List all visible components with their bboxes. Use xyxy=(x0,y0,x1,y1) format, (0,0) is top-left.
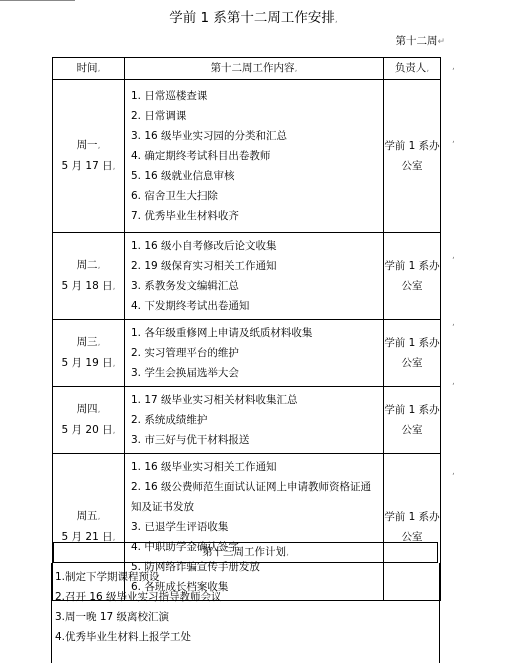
owner-cell: 学前 1 系办公室 xyxy=(384,454,441,601)
plan-item: 3.周一晚 17 级离校汇演 xyxy=(55,611,170,623)
list-item: 7. 优秀毕业生材料收齐 xyxy=(131,210,239,222)
owner-cell: 学前 1 系办公室 xyxy=(384,233,441,320)
owner-cell: 学前 1 系办公室 xyxy=(384,387,441,454)
content-cell xyxy=(125,387,384,454)
list-item: 1. 16 级小自考修改后论文收集 xyxy=(131,240,277,252)
list-item: 3. 已退学生评语收集 xyxy=(131,521,229,533)
list-item: 3. 16 级毕业实习园的分类和汇总 xyxy=(131,130,288,142)
content-cell xyxy=(125,320,384,387)
plan-item: 2.召开 16 级毕业实习指导教师会议 xyxy=(55,591,222,603)
table-header-row xyxy=(53,58,441,80)
list-item: 1. 17 级毕业实习相关材料收集汇总 xyxy=(131,394,298,406)
list-item: 5. 防网络诈骗宣传手册发放 xyxy=(131,561,260,573)
row-end-mark: , xyxy=(452,467,455,477)
list-item: 2. 实习管理平台的维护 xyxy=(131,347,239,359)
row-end-mark: , xyxy=(452,62,455,72)
day-cell: 周二, 5 月 18 日, xyxy=(53,233,125,320)
day-cell: 周五, 5 月 21 日, xyxy=(53,454,125,601)
list-item: 5. 16 级就业信息审核 xyxy=(131,170,235,182)
list-item: 2. 日常调课 xyxy=(131,110,187,122)
row-end-mark: , xyxy=(452,251,455,261)
plan-item: 4.优秀毕业生材料上报学工处 xyxy=(55,631,192,643)
plan-item: 1.制定下学期课程预设 xyxy=(55,571,160,583)
list-item: 2. 19 级保育实习相关工作通知 xyxy=(131,260,277,272)
day-cell: 周三, 5 月 19 日, xyxy=(53,320,125,387)
header-time: 时间, xyxy=(53,58,125,80)
list-item: 1. 16 级毕业实习相关工作通知 xyxy=(131,461,277,473)
list-item: 6. 各班成长档案收集 xyxy=(131,581,229,593)
table-row xyxy=(53,387,441,454)
plan-list xyxy=(51,563,440,663)
table-row xyxy=(53,233,441,320)
table-row xyxy=(53,320,441,387)
list-item: 4. 下发期终考试出卷通知 xyxy=(131,300,250,312)
day-cell: 周一, 5 月 17 日, xyxy=(53,80,125,233)
row-end-mark: , xyxy=(452,135,455,145)
list-item: 3. 学生会换届选举大会 xyxy=(131,367,239,379)
table-row xyxy=(53,80,441,233)
list-item: 4. 确定期终考试科目出卷教师 xyxy=(131,150,271,162)
list-item: 4. 中职助学金确认签字 xyxy=(131,541,239,553)
list-item: 2. 系统成绩维护 xyxy=(131,414,208,426)
row-end-mark: , xyxy=(452,318,455,328)
list-item: 3. 市三好与优干材料报送 xyxy=(131,434,250,446)
owner-cell: 学前 1 系办公室 xyxy=(384,80,441,233)
row-end-mark: , xyxy=(452,377,455,387)
list-item: 3. 系教务发文编辑汇总 xyxy=(131,280,239,292)
list-item: 2. 16 级公费师范生面试认证网上申请教师资格证通知及证书发放 xyxy=(131,481,372,513)
content-cell xyxy=(125,80,384,233)
header-content: 第十二周工作内容, xyxy=(125,58,384,80)
list-item: 6. 宿舍卫生大扫除 xyxy=(131,190,218,202)
plan-title: 第十三周工作计划, xyxy=(53,542,438,563)
header-owner: 负责人, xyxy=(384,58,441,80)
day-cell: 周四, 5 月 20 日, xyxy=(53,387,125,454)
next-week-plan xyxy=(51,542,440,663)
week-label: 第十二周↵ xyxy=(395,35,445,47)
owner-cell: 学前 1 系办公室 xyxy=(384,320,441,387)
top-rule xyxy=(0,0,75,1)
document-title: 学前 1 系第十二周工作安排, xyxy=(169,10,338,26)
schedule-table xyxy=(52,57,441,601)
list-item: 1. 日常巡楼查课 xyxy=(131,90,208,102)
list-item: 1. 各年级重修网上申请及纸质材料收集 xyxy=(131,327,313,339)
content-cell xyxy=(125,233,384,320)
